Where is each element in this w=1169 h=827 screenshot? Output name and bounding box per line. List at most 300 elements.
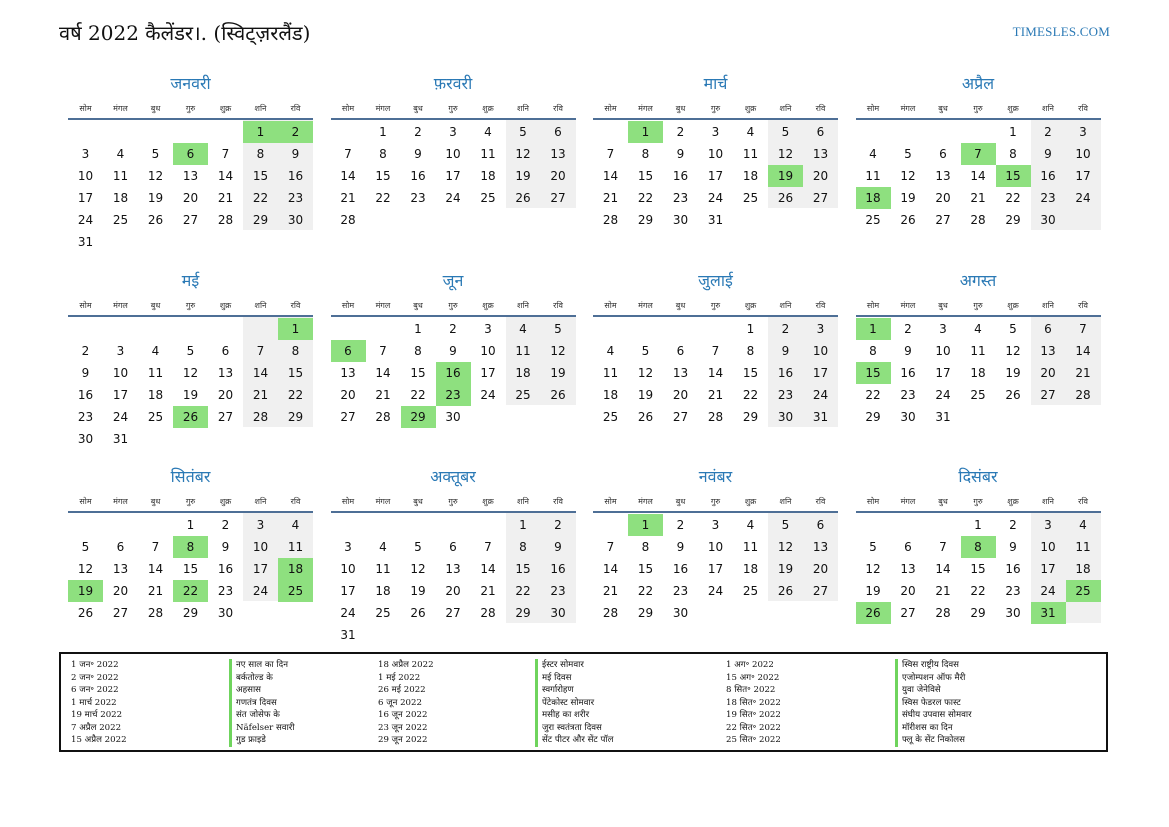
holiday-date[interactable]: 1 xyxy=(628,121,663,143)
calendar-date[interactable]: 11 xyxy=(375,562,391,576)
calendar-date[interactable]: 10 xyxy=(707,147,724,161)
calendar-date[interactable]: 29 xyxy=(742,409,759,424)
calendar-date[interactable]: 3 xyxy=(116,343,125,358)
calendar-date[interactable]: 21 xyxy=(970,191,986,205)
calendar-date[interactable]: 1 xyxy=(379,125,387,139)
calendar-date[interactable]: 11 xyxy=(515,343,531,358)
calendar-date[interactable]: 1 xyxy=(1009,125,1017,139)
calendar-date[interactable]: 23 xyxy=(1005,584,1021,598)
calendar-date[interactable]: 5 xyxy=(186,343,195,358)
calendar-date[interactable]: 3 xyxy=(1044,518,1052,532)
calendar-date[interactable]: 4 xyxy=(869,147,877,161)
calendar-date[interactable]: 11 xyxy=(480,147,496,161)
calendar-date[interactable]: 12 xyxy=(1005,343,1021,358)
calendar-date[interactable]: 6 xyxy=(816,125,825,139)
calendar-date[interactable]: 28 xyxy=(707,409,724,424)
calendar-date[interactable]: 17 xyxy=(707,562,724,576)
calendar-date[interactable]: 17 xyxy=(112,387,129,402)
calendar-date[interactable]: 13 xyxy=(217,365,234,380)
holiday-date[interactable]: 6 xyxy=(331,340,366,362)
calendar-date[interactable]: 28 xyxy=(147,606,164,620)
calendar-date[interactable]: 4 xyxy=(1079,518,1087,532)
calendar-date[interactable]: 15 xyxy=(970,562,986,576)
calendar-date[interactable]: 20 xyxy=(672,387,689,402)
holiday-date[interactable]: 18 xyxy=(278,558,313,580)
calendar-date[interactable]: 24 xyxy=(812,387,829,402)
calendar-date[interactable]: 8 xyxy=(414,343,422,358)
calendar-date[interactable]: 27 xyxy=(935,213,951,227)
calendar-date[interactable]: 27 xyxy=(1040,387,1056,402)
calendar-date[interactable]: 17 xyxy=(252,562,269,576)
calendar-date[interactable]: 12 xyxy=(410,562,426,576)
calendar-date[interactable]: 18 xyxy=(147,387,164,402)
calendar-date[interactable]: 19 xyxy=(182,387,199,402)
holiday-date[interactable]: 25 xyxy=(278,580,313,602)
calendar-date[interactable]: 26 xyxy=(1005,387,1021,402)
calendar-date[interactable]: 25 xyxy=(865,213,881,227)
calendar-date[interactable]: 21 xyxy=(147,584,164,598)
calendar-date[interactable]: 19 xyxy=(777,562,794,576)
calendar-date[interactable]: 6 xyxy=(676,343,685,358)
calendar-date[interactable]: 2 xyxy=(904,321,912,336)
holiday-date[interactable]: 8 xyxy=(173,536,208,558)
calendar-date[interactable]: 21 xyxy=(707,387,724,402)
calendar-date[interactable]: 31 xyxy=(340,628,356,642)
calendar-date[interactable]: 29 xyxy=(637,606,654,620)
calendar-date[interactable]: 30 xyxy=(217,606,234,620)
calendar-date[interactable]: 29 xyxy=(252,213,269,227)
calendar-date[interactable]: 5 xyxy=(781,125,790,139)
calendar-date[interactable]: 10 xyxy=(480,343,496,358)
calendar-date[interactable]: 7 xyxy=(606,147,615,161)
calendar-date[interactable]: 16 xyxy=(1005,562,1021,576)
holiday-date[interactable]: 1 xyxy=(243,121,278,143)
calendar-date[interactable]: 17 xyxy=(445,169,461,183)
calendar-date[interactable]: 15 xyxy=(742,365,759,380)
calendar-date[interactable]: 8 xyxy=(641,147,650,161)
calendar-date[interactable]: 11 xyxy=(287,540,304,554)
calendar-date[interactable]: 24 xyxy=(252,584,269,598)
calendar-date[interactable]: 21 xyxy=(935,584,951,598)
calendar-date[interactable]: 27 xyxy=(550,191,566,205)
calendar-date[interactable]: 4 xyxy=(746,125,755,139)
calendar-date[interactable]: 27 xyxy=(812,584,829,598)
calendar-date[interactable]: 15 xyxy=(637,562,654,576)
calendar-date[interactable]: 13 xyxy=(340,365,356,380)
calendar-date[interactable]: 2 xyxy=(781,321,790,336)
calendar-date[interactable]: 21 xyxy=(602,191,619,205)
calendar-date[interactable]: 20 xyxy=(112,584,129,598)
calendar-date[interactable]: 24 xyxy=(445,191,461,205)
calendar-date[interactable]: 31 xyxy=(935,409,951,424)
calendar-date[interactable]: 25 xyxy=(970,387,986,402)
calendar-date[interactable]: 6 xyxy=(1044,321,1052,336)
calendar-date[interactable]: 22 xyxy=(970,584,986,598)
calendar-date[interactable]: 9 xyxy=(904,343,912,358)
calendar-date[interactable]: 2 xyxy=(1044,125,1052,139)
calendar-date[interactable]: 16 xyxy=(900,365,916,380)
calendar-date[interactable]: 23 xyxy=(777,387,794,402)
calendar-date[interactable]: 27 xyxy=(812,191,829,205)
calendar-date[interactable]: 7 xyxy=(151,540,160,554)
calendar-date[interactable]: 3 xyxy=(344,540,352,554)
calendar-date[interactable]: 15 xyxy=(375,169,391,183)
calendar-date[interactable]: 11 xyxy=(602,365,619,380)
calendar-date[interactable]: 18 xyxy=(602,387,619,402)
calendar-date[interactable]: 30 xyxy=(550,606,566,620)
calendar-date[interactable]: 3 xyxy=(484,321,492,336)
calendar-date[interactable]: 8 xyxy=(641,540,650,554)
calendar-date[interactable]: 24 xyxy=(707,584,724,598)
calendar-date[interactable]: 30 xyxy=(1040,213,1056,227)
calendar-date[interactable]: 12 xyxy=(865,562,881,576)
calendar-date[interactable]: 16 xyxy=(777,365,794,380)
calendar-date[interactable]: 4 xyxy=(484,125,492,139)
calendar-date[interactable]: 20 xyxy=(182,191,199,205)
calendar-date[interactable]: 14 xyxy=(252,365,269,380)
calendar-date[interactable]: 13 xyxy=(112,562,129,576)
calendar-date[interactable]: 24 xyxy=(1075,191,1091,205)
calendar-date[interactable]: 24 xyxy=(340,606,356,620)
holiday-date[interactable]: 29 xyxy=(401,406,436,428)
calendar-date[interactable]: 20 xyxy=(900,584,916,598)
calendar-date[interactable]: 14 xyxy=(707,365,724,380)
calendar-date[interactable]: 22 xyxy=(742,387,759,402)
calendar-date[interactable]: 11 xyxy=(147,365,164,380)
calendar-date[interactable]: 8 xyxy=(746,343,755,358)
calendar-date[interactable]: 14 xyxy=(375,365,391,380)
calendar-date[interactable]: 23 xyxy=(77,409,94,424)
calendar-date[interactable]: 30 xyxy=(287,213,304,227)
calendar-date[interactable]: 14 xyxy=(970,169,986,183)
calendar-date[interactable]: 27 xyxy=(445,606,461,620)
calendar-date[interactable]: 19 xyxy=(550,365,566,380)
holiday-date[interactable]: 1 xyxy=(628,514,663,536)
calendar-date[interactable]: 20 xyxy=(340,387,356,402)
calendar-date[interactable]: 6 xyxy=(554,125,562,139)
calendar-date[interactable]: 13 xyxy=(550,147,566,161)
calendar-date[interactable]: 24 xyxy=(77,213,94,227)
calendar-date[interactable]: 31 xyxy=(812,409,829,424)
calendar-date[interactable]: 5 xyxy=(414,540,422,554)
calendar-date[interactable]: 1 xyxy=(746,321,755,336)
calendar-date[interactable]: 5 xyxy=(554,321,562,336)
holiday-date[interactable]: 15 xyxy=(856,362,891,384)
calendar-date[interactable]: 8 xyxy=(379,147,387,161)
calendar-date[interactable]: 21 xyxy=(252,387,269,402)
calendar-date[interactable]: 10 xyxy=(812,343,829,358)
calendar-date[interactable]: 26 xyxy=(147,213,164,227)
calendar-date[interactable]: 27 xyxy=(340,409,356,424)
holiday-date[interactable]: 6 xyxy=(173,143,208,165)
calendar-date[interactable]: 14 xyxy=(935,562,951,576)
calendar-date[interactable]: 5 xyxy=(781,518,790,532)
calendar-date[interactable]: 5 xyxy=(151,147,160,161)
calendar-date[interactable]: 23 xyxy=(672,584,689,598)
calendar-date[interactable]: 8 xyxy=(256,147,265,161)
calendar-date[interactable]: 14 xyxy=(147,562,164,576)
calendar-date[interactable]: 28 xyxy=(375,409,391,424)
calendar-date[interactable]: 20 xyxy=(445,584,461,598)
calendar-date[interactable]: 7 xyxy=(606,540,615,554)
calendar-date[interactable]: 19 xyxy=(410,584,426,598)
calendar-date[interactable]: 26 xyxy=(900,213,916,227)
calendar-date[interactable]: 5 xyxy=(869,540,877,554)
calendar-date[interactable]: 15 xyxy=(637,169,654,183)
calendar-date[interactable]: 7 xyxy=(256,343,265,358)
holiday-date[interactable]: 19 xyxy=(768,165,803,187)
calendar-date[interactable]: 3 xyxy=(939,321,947,336)
calendar-date[interactable]: 2 xyxy=(676,125,685,139)
holiday-date[interactable]: 8 xyxy=(961,536,996,558)
calendar-date[interactable]: 26 xyxy=(77,606,94,620)
calendar-date[interactable]: 12 xyxy=(147,169,164,183)
calendar-date[interactable]: 2 xyxy=(221,518,230,532)
calendar-date[interactable]: 4 xyxy=(519,321,527,336)
calendar-date[interactable]: 30 xyxy=(777,409,794,424)
calendar-date[interactable]: 10 xyxy=(445,147,461,161)
calendar-date[interactable]: 13 xyxy=(935,169,951,183)
calendar-date[interactable]: 18 xyxy=(970,365,986,380)
calendar-date[interactable]: 27 xyxy=(900,606,916,620)
calendar-date[interactable]: 26 xyxy=(777,584,794,598)
calendar-date[interactable]: 17 xyxy=(77,191,94,205)
calendar-date[interactable]: 10 xyxy=(1040,540,1056,554)
calendar-date[interactable]: 23 xyxy=(217,584,234,598)
calendar-date[interactable]: 18 xyxy=(112,191,129,205)
holiday-date[interactable]: 25 xyxy=(1066,580,1101,602)
calendar-date[interactable]: 3 xyxy=(711,125,720,139)
calendar-date[interactable]: 19 xyxy=(147,191,164,205)
calendar-date[interactable]: 29 xyxy=(287,409,304,424)
calendar-date[interactable]: 16 xyxy=(672,169,689,183)
calendar-date[interactable]: 25 xyxy=(147,409,164,424)
calendar-date[interactable]: 25 xyxy=(515,387,531,402)
calendar-date[interactable]: 6 xyxy=(904,540,912,554)
calendar-date[interactable]: 4 xyxy=(746,518,755,532)
calendar-date[interactable]: 12 xyxy=(900,169,916,183)
calendar-date[interactable]: 11 xyxy=(865,169,881,183)
calendar-date[interactable]: 2 xyxy=(1009,518,1017,532)
calendar-date[interactable]: 2 xyxy=(414,125,422,139)
calendar-date[interactable]: 14 xyxy=(602,562,619,576)
calendar-date[interactable]: 2 xyxy=(81,343,90,358)
calendar-date[interactable]: 3 xyxy=(81,147,90,161)
calendar-date[interactable]: 22 xyxy=(637,191,654,205)
calendar-date[interactable]: 12 xyxy=(777,540,794,554)
calendar-date[interactable]: 23 xyxy=(410,191,426,205)
calendar-date[interactable]: 5 xyxy=(1009,321,1017,336)
calendar-date[interactable]: 24 xyxy=(935,387,951,402)
calendar-date[interactable]: 10 xyxy=(77,169,94,183)
calendar-date[interactable]: 21 xyxy=(1075,365,1091,380)
calendar-date[interactable]: 13 xyxy=(900,562,916,576)
calendar-date[interactable]: 17 xyxy=(935,365,951,380)
calendar-date[interactable]: 25 xyxy=(112,213,129,227)
calendar-date[interactable]: 13 xyxy=(812,540,829,554)
calendar-date[interactable]: 16 xyxy=(672,562,689,576)
calendar-date[interactable]: 15 xyxy=(287,365,304,380)
calendar-date[interactable]: 19 xyxy=(865,584,881,598)
calendar-date[interactable]: 9 xyxy=(291,147,300,161)
calendar-date[interactable]: 29 xyxy=(970,606,986,620)
calendar-date[interactable]: 23 xyxy=(900,387,916,402)
calendar-date[interactable]: 3 xyxy=(816,321,825,336)
calendar-date[interactable]: 5 xyxy=(81,540,90,554)
calendar-date[interactable]: 31 xyxy=(707,213,724,227)
calendar-date[interactable]: 24 xyxy=(112,409,129,424)
calendar-date[interactable]: 9 xyxy=(81,365,90,380)
calendar-date[interactable]: 7 xyxy=(379,343,387,358)
calendar-date[interactable]: 18 xyxy=(1075,562,1091,576)
calendar-date[interactable]: 9 xyxy=(676,147,685,161)
calendar-date[interactable]: 22 xyxy=(375,191,391,205)
calendar-date[interactable]: 8 xyxy=(1009,147,1017,161)
calendar-date[interactable]: 2 xyxy=(449,321,457,336)
calendar-date[interactable]: 25 xyxy=(375,606,391,620)
calendar-date[interactable]: 5 xyxy=(904,147,912,161)
calendar-date[interactable]: 9 xyxy=(449,343,457,358)
calendar-date[interactable]: 15 xyxy=(410,365,426,380)
calendar-date[interactable]: 30 xyxy=(77,431,94,446)
holiday-date[interactable]: 7 xyxy=(961,143,996,165)
calendar-date[interactable]: 2 xyxy=(676,518,685,532)
calendar-date[interactable]: 22 xyxy=(1005,191,1021,205)
calendar-date[interactable]: 4 xyxy=(974,321,982,336)
calendar-date[interactable]: 28 xyxy=(935,606,951,620)
calendar-date[interactable]: 21 xyxy=(602,584,619,598)
calendar-date[interactable]: 28 xyxy=(970,213,986,227)
calendar-date[interactable]: 3 xyxy=(256,518,265,532)
calendar-date[interactable]: 7 xyxy=(344,147,352,161)
calendar-date[interactable]: 1 xyxy=(974,518,982,532)
calendar-date[interactable]: 7 xyxy=(221,147,230,161)
calendar-date[interactable]: 28 xyxy=(340,213,356,227)
calendar-date[interactable]: 18 xyxy=(515,365,531,380)
calendar-date[interactable]: 26 xyxy=(515,191,531,205)
holiday-date[interactable]: 16 xyxy=(436,362,471,384)
calendar-date[interactable]: 13 xyxy=(445,562,461,576)
calendar-date[interactable]: 20 xyxy=(1040,365,1056,380)
calendar-date[interactable]: 10 xyxy=(1075,147,1091,161)
calendar-date[interactable]: 28 xyxy=(602,213,619,227)
calendar-date[interactable]: 6 xyxy=(816,518,825,532)
calendar-date[interactable]: 13 xyxy=(1040,343,1056,358)
calendar-date[interactable]: 28 xyxy=(480,606,496,620)
calendar-date[interactable]: 3 xyxy=(711,518,720,532)
calendar-date[interactable]: 25 xyxy=(742,191,759,205)
calendar-date[interactable]: 8 xyxy=(519,540,527,554)
calendar-date[interactable]: 16 xyxy=(410,169,426,183)
calendar-date[interactable]: 9 xyxy=(1044,147,1052,161)
calendar-date[interactable]: 27 xyxy=(217,409,234,424)
calendar-date[interactable]: 16 xyxy=(287,169,304,183)
calendar-date[interactable]: 23 xyxy=(287,191,304,205)
calendar-date[interactable]: 18 xyxy=(375,584,391,598)
calendar-date[interactable]: 24 xyxy=(1040,584,1056,598)
calendar-date[interactable]: 29 xyxy=(1005,213,1021,227)
calendar-date[interactable]: 20 xyxy=(812,562,829,576)
calendar-date[interactable]: 23 xyxy=(672,191,689,205)
calendar-date[interactable]: 29 xyxy=(865,409,881,424)
calendar-date[interactable]: 24 xyxy=(707,191,724,205)
holiday-date[interactable]: 31 xyxy=(1031,602,1066,624)
calendar-date[interactable]: 20 xyxy=(935,191,951,205)
calendar-date[interactable]: 14 xyxy=(1075,343,1091,358)
calendar-date[interactable]: 23 xyxy=(1040,191,1056,205)
calendar-date[interactable]: 30 xyxy=(1005,606,1021,620)
calendar-date[interactable]: 9 xyxy=(781,343,790,358)
calendar-date[interactable]: 28 xyxy=(217,213,234,227)
calendar-date[interactable]: 13 xyxy=(672,365,689,380)
calendar-date[interactable]: 3 xyxy=(449,125,457,139)
calendar-date[interactable]: 4 xyxy=(116,147,125,161)
calendar-date[interactable]: 30 xyxy=(672,213,689,227)
calendar-date[interactable]: 19 xyxy=(637,387,654,402)
calendar-date[interactable]: 20 xyxy=(217,387,234,402)
calendar-date[interactable]: 25 xyxy=(602,409,619,424)
calendar-date[interactable]: 17 xyxy=(812,365,829,380)
calendar-date[interactable]: 16 xyxy=(77,387,94,402)
calendar-date[interactable]: 31 xyxy=(77,235,94,249)
calendar-date[interactable]: 4 xyxy=(151,343,160,358)
calendar-date[interactable]: 21 xyxy=(375,387,391,402)
calendar-date[interactable]: 11 xyxy=(1075,540,1091,554)
calendar-date[interactable]: 10 xyxy=(935,343,951,358)
calendar-date[interactable]: 14 xyxy=(217,169,234,183)
calendar-date[interactable]: 26 xyxy=(777,191,794,205)
calendar-date[interactable]: 1 xyxy=(186,518,195,532)
calendar-date[interactable]: 22 xyxy=(637,584,654,598)
calendar-date[interactable]: 8 xyxy=(869,343,877,358)
calendar-date[interactable]: 14 xyxy=(480,562,496,576)
calendar-date[interactable]: 7 xyxy=(939,540,947,554)
calendar-date[interactable]: 17 xyxy=(707,169,724,183)
calendar-date[interactable]: 14 xyxy=(602,169,619,183)
calendar-date[interactable]: 12 xyxy=(637,365,654,380)
calendar-date[interactable]: 10 xyxy=(252,540,269,554)
calendar-date[interactable]: 24 xyxy=(480,387,496,402)
calendar-date[interactable]: 17 xyxy=(1075,169,1091,183)
calendar-date[interactable]: 31 xyxy=(112,431,129,446)
calendar-date[interactable]: 28 xyxy=(602,606,619,620)
calendar-date[interactable]: 27 xyxy=(672,409,689,424)
calendar-date[interactable]: 19 xyxy=(900,191,916,205)
calendar-date[interactable]: 11 xyxy=(970,343,986,358)
calendar-date[interactable]: 22 xyxy=(865,387,881,402)
calendar-date[interactable]: 15 xyxy=(515,562,531,576)
calendar-date[interactable]: 20 xyxy=(812,169,829,183)
calendar-date[interactable]: 4 xyxy=(291,518,300,532)
calendar-date[interactable]: 21 xyxy=(480,584,496,598)
site-link[interactable]: TIMESLES.COM xyxy=(1012,24,1110,39)
calendar-date[interactable]: 30 xyxy=(672,606,689,620)
calendar-date[interactable]: 16 xyxy=(550,562,566,576)
calendar-date[interactable]: 21 xyxy=(340,191,356,205)
calendar-date[interactable]: 17 xyxy=(340,584,356,598)
calendar-date[interactable]: 18 xyxy=(742,169,759,183)
calendar-date[interactable]: 23 xyxy=(550,584,566,598)
calendar-date[interactable]: 11 xyxy=(112,169,129,183)
calendar-date[interactable]: 12 xyxy=(777,147,794,161)
calendar-date[interactable]: 9 xyxy=(221,540,230,554)
calendar-date[interactable]: 11 xyxy=(742,540,759,554)
calendar-date[interactable]: 12 xyxy=(515,147,531,161)
calendar-date[interactable]: 20 xyxy=(550,169,566,183)
calendar-date[interactable]: 11 xyxy=(742,147,759,161)
calendar-date[interactable]: 27 xyxy=(182,213,199,227)
calendar-date[interactable]: 12 xyxy=(77,562,94,576)
